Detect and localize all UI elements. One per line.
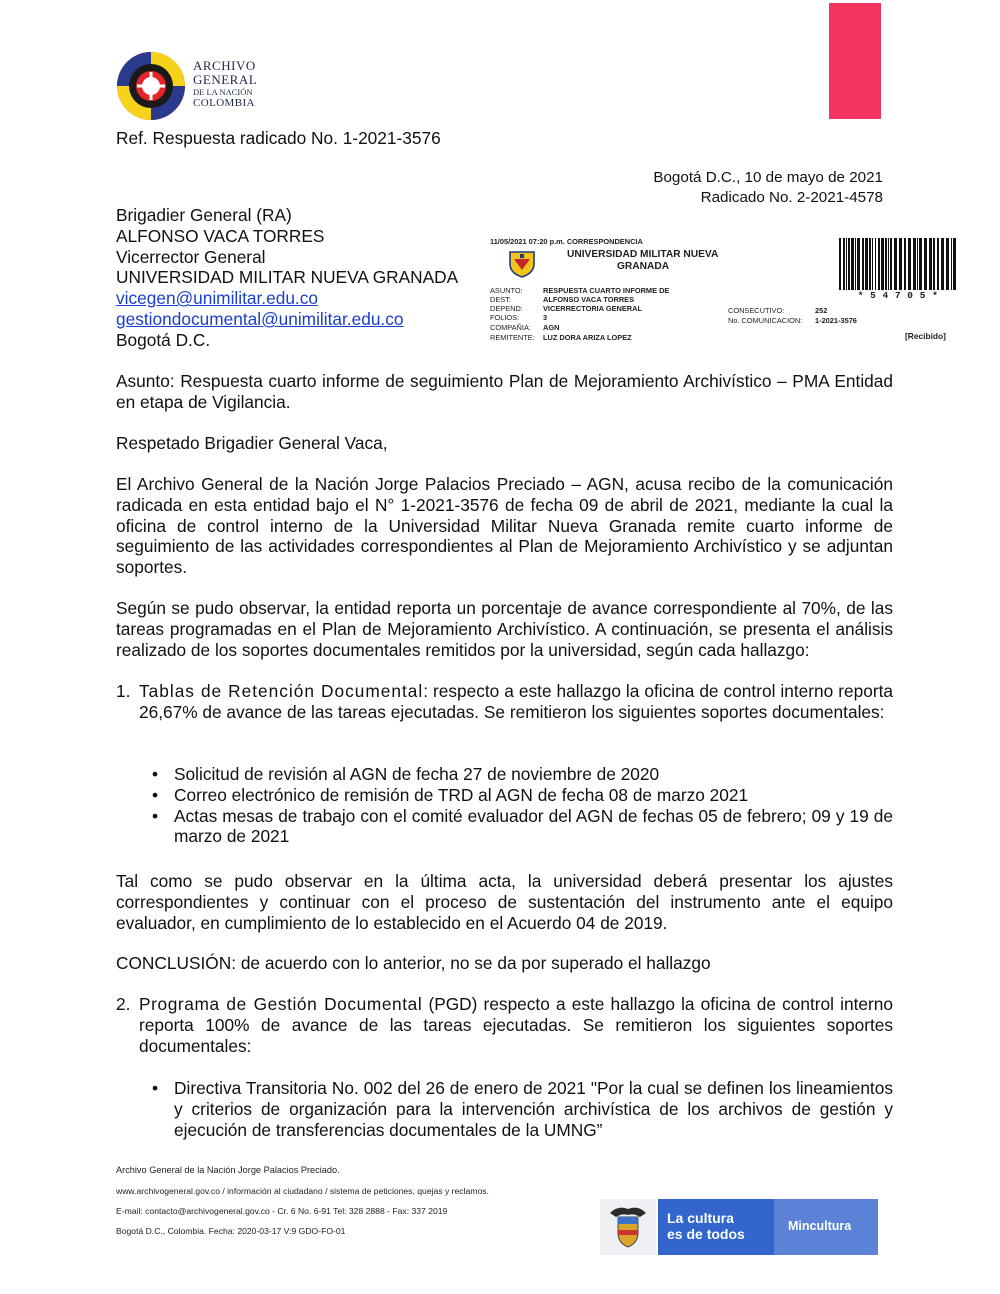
barcode-bar <box>917 238 918 290</box>
barcode-bar <box>869 238 871 290</box>
list-item: • Solicitud de revisión al AGN de fecha 27 de noviembre de 2020 <box>116 764 893 785</box>
list-item: • Directiva Transitoria No. 002 del 26 de enero de 2021 "Por la cual se definen los lineamientos y criterios de organización para la intervención archivística de los archivos de gestión y ejecución de transferencias documentales de la UMNG” <box>116 1078 893 1140</box>
recipient-institution: UNIVERSIDAD MILITAR NUEVA GRANADA <box>116 267 459 288</box>
finding-text-2: (PGD) respecto a este hallazgo la oficina de control interno reporta 100% de avance de las tareas ejecutadas. Se remitieron los siguientes soportes documentales: <box>139 994 893 1056</box>
barcode-bar <box>953 238 956 290</box>
barcode-bar <box>885 238 887 290</box>
barcode-bar <box>857 238 860 290</box>
barcode-bar <box>929 238 932 290</box>
barcode-bar <box>919 238 922 290</box>
finding-number-2: 2. <box>116 994 131 1014</box>
barcode-bar <box>862 238 864 290</box>
barcode-bar <box>899 238 902 290</box>
stamp-value-comunicacion: 1-2021-3576 <box>815 316 857 325</box>
barcode-bar <box>933 238 935 290</box>
conclusion-line: CONCLUSIÓN: de acuerdo con lo anterior, no se da por superado el hallazgo <box>116 953 711 973</box>
brand-slogan-box <box>658 1199 774 1255</box>
footer-line-3: E-mail: contacto@archivogeneral.gov.co - Cr. 6 No. 6-91 Tel: 328 2888 - Fax: 337 2019 <box>116 1206 448 1216</box>
footer-line-2: www.archivogeneral.gov.co / información al ciudadano / sistema de peticiones, quejas y reclamos. <box>116 1186 489 1196</box>
logo-line-3: DE LA NACIÓN <box>193 87 253 97</box>
finding-number-1: 1. <box>116 681 131 701</box>
stamp-value-folios: 3 <box>543 313 548 322</box>
barcode-bar <box>904 238 906 290</box>
stamp-org-line-1: UNIVERSIDAD MILITAR NUEVA <box>567 249 719 260</box>
footer-line-1: Archivo General de la Nación Jorge Palacios Preciado. <box>116 1165 340 1175</box>
recipient-email-link-1[interactable]: vicegen@unimilitar.edu.co <box>116 288 318 309</box>
date-block <box>560 168 883 207</box>
barcode-bar <box>890 238 892 290</box>
ministry-box <box>774 1199 878 1255</box>
barcode-bar <box>843 238 845 290</box>
stamp-label-asunto: ASUNTO: <box>490 286 523 295</box>
barcode-bar <box>848 238 850 290</box>
ministry-label: Mincultura <box>788 1219 852 1233</box>
stamp-value-consecutivo: 252 <box>815 306 828 315</box>
barcode-bar <box>941 238 944 290</box>
date-line: Bogotá D.C., 10 de mayo de 2021 <box>653 169 883 186</box>
stamp-org-line-2: GRANADA <box>617 261 670 272</box>
barcode-bar <box>924 238 927 290</box>
stamp-label-depend: DEPEND: <box>490 304 523 313</box>
barcode-bar <box>908 238 911 290</box>
mincultura-banner <box>600 1199 878 1255</box>
barcode-bar <box>875 238 876 290</box>
agn-logo <box>115 50 275 122</box>
barcode-bar <box>872 238 873 290</box>
stamp-value-depend: VICERRECTORIA GENERAL <box>543 304 642 313</box>
recipient-block <box>116 205 496 351</box>
logo-line-2: GENERAL <box>193 72 258 87</box>
barcode-bar <box>878 238 880 290</box>
brand-slogan-line-2: es de todos <box>667 1226 745 1242</box>
stamp-label-consecutivo: CONSECUTIVO: <box>728 306 785 315</box>
agn-emblem-icon <box>115 50 187 122</box>
barcode-bar <box>851 238 854 290</box>
finding-2-bullets <box>116 1078 893 1140</box>
stamp-value-dest: ALFONSO VACA TORRES <box>543 295 635 304</box>
paragraph-analysis-intro: Según se pudo observar, la entidad reporta un porcentaje de avance correspondiente al 70%, de las tareas programadas en el Plan de Mejoramiento Archivístico. A continuación, se presenta el análisis realizado de los soportes documentales remitidos por la universidad, según cada hallazgo: <box>116 598 893 660</box>
paragraph-acknowledgement: El Archivo General de la Nación Jorge Palacios Preciado – AGN, acusa recibo de la comunicación radicada en esta entidad bajo el N° 1-2021-3576 de fecha 09 de abril de 2021, mediante la cual la oficina de control interno de la Universidad Militar Nueva Granada remite cuarto informe de seguimiento de las actividades correspondientes al Plan de Mejoramiento Archivístico y se adjuntan soportes. <box>116 474 893 578</box>
barcode-bar <box>951 238 952 290</box>
logo-line-4: COLOMBIA <box>193 97 255 109</box>
footer-line-4: Bogotá D.C., Colombia. Fecha: 2020-03-17 V:9 GDO-FO-01 <box>116 1226 346 1236</box>
brand-slogan-line-1: La cultura <box>667 1210 734 1226</box>
correspondence-stamp <box>487 236 957 348</box>
barcode-graphic <box>839 238 957 290</box>
stamp-label-dest: DEST: <box>490 295 511 304</box>
recipient-name: ALFONSO VACA TORRES <box>116 225 325 246</box>
recipient-rank: Brigadier General (RA) <box>116 205 292 225</box>
stamp-status: [Recibido] <box>905 331 946 341</box>
paragraph-last-act: Tal como se pudo observar en la última acta, la universidad deberá presentar los ajustes correspondientes y continuar con el proceso de sustentación del instrumento ante el equipo evaluador, en cumplimiento de lo establecido en el Acuerdo 04 de 2019. <box>116 871 893 933</box>
barcode-bar <box>855 238 856 290</box>
subject-paragraph: Asunto: Respuesta cuarto informe de seguimiento Plan de Mejoramiento Archivístico – PMA Entidad en etapa de Vigilancia. <box>116 371 893 412</box>
barcode-bar <box>946 238 949 290</box>
barcode-bar <box>846 238 847 290</box>
stamp-value-compania: AGN <box>543 323 560 332</box>
reference-line: Ref. Respuesta radicado No. 1-2021-3576 <box>116 128 441 148</box>
stamp-header: 11/05/2021 07:20 p.m. CORRESPONDENCIA <box>490 237 643 246</box>
stamp-label-comunicacion: No. COMUNICACION: <box>728 316 803 325</box>
barcode-bar <box>888 238 889 290</box>
barcode-bar <box>937 238 939 290</box>
stamp-label-compania: COMPAÑIA: <box>490 323 531 332</box>
finding-item-2 <box>116 994 893 1056</box>
barcode-text: * 5 4 7 0 5 * <box>857 290 939 301</box>
list-item: • Actas mesas de trabajo con el comité evaluador del AGN de fechas 05 de febrero; 09 y 19 de marzo de 2021 <box>116 806 893 848</box>
finding-1-bullets <box>116 764 893 847</box>
radicado-line: Radicado No. 2-2021-4578 <box>700 188 883 206</box>
barcode-bar <box>865 238 868 290</box>
coat-of-arms-icon <box>600 1199 656 1255</box>
finding-item-1 <box>116 681 893 723</box>
list-item: • Correo electrónico de remisión de TRD al AGN de fecha 08 de marzo 2021 <box>116 785 893 806</box>
stamp-value-asunto: RESPUESTA CUARTO INFORME DE <box>543 286 670 295</box>
salutation: Respetado Brigadier General Vaca, <box>116 433 388 453</box>
coat-of-arms-box <box>600 1199 656 1255</box>
logo-line-1: ARCHIVO <box>193 58 256 73</box>
finding-text-1: : respecto a este hallazgo la oficina de control interno reporta 26,67% de avance de las tareas ejecutadas. Se remitieron los siguientes soportes documentales: <box>139 681 893 722</box>
recipient-position: Vicerrector General <box>116 246 266 267</box>
barcode-bar <box>913 238 916 290</box>
stamp-value-remitente: LUZ DORA ARIZA LOPEZ <box>543 333 632 342</box>
umng-shield-icon <box>507 250 537 278</box>
barcode-bar <box>839 238 841 290</box>
stamp-label-remitente: REMITENTE: <box>490 333 535 342</box>
header-accent-bar <box>829 3 881 119</box>
stamp-label-folios: FOLIOS: <box>490 313 520 322</box>
barcode-bar <box>881 238 884 290</box>
finding-title-2: Programa de Gestión Documental <box>139 994 423 1014</box>
recipient-city: Bogotá D.C. <box>116 329 211 350</box>
barcode-bar <box>894 238 897 290</box>
finding-title-1: Tablas de Retención Documental <box>139 681 424 701</box>
recipient-email-link-2[interactable]: gestiondocumental@unimilitar.edu.co <box>116 308 404 329</box>
